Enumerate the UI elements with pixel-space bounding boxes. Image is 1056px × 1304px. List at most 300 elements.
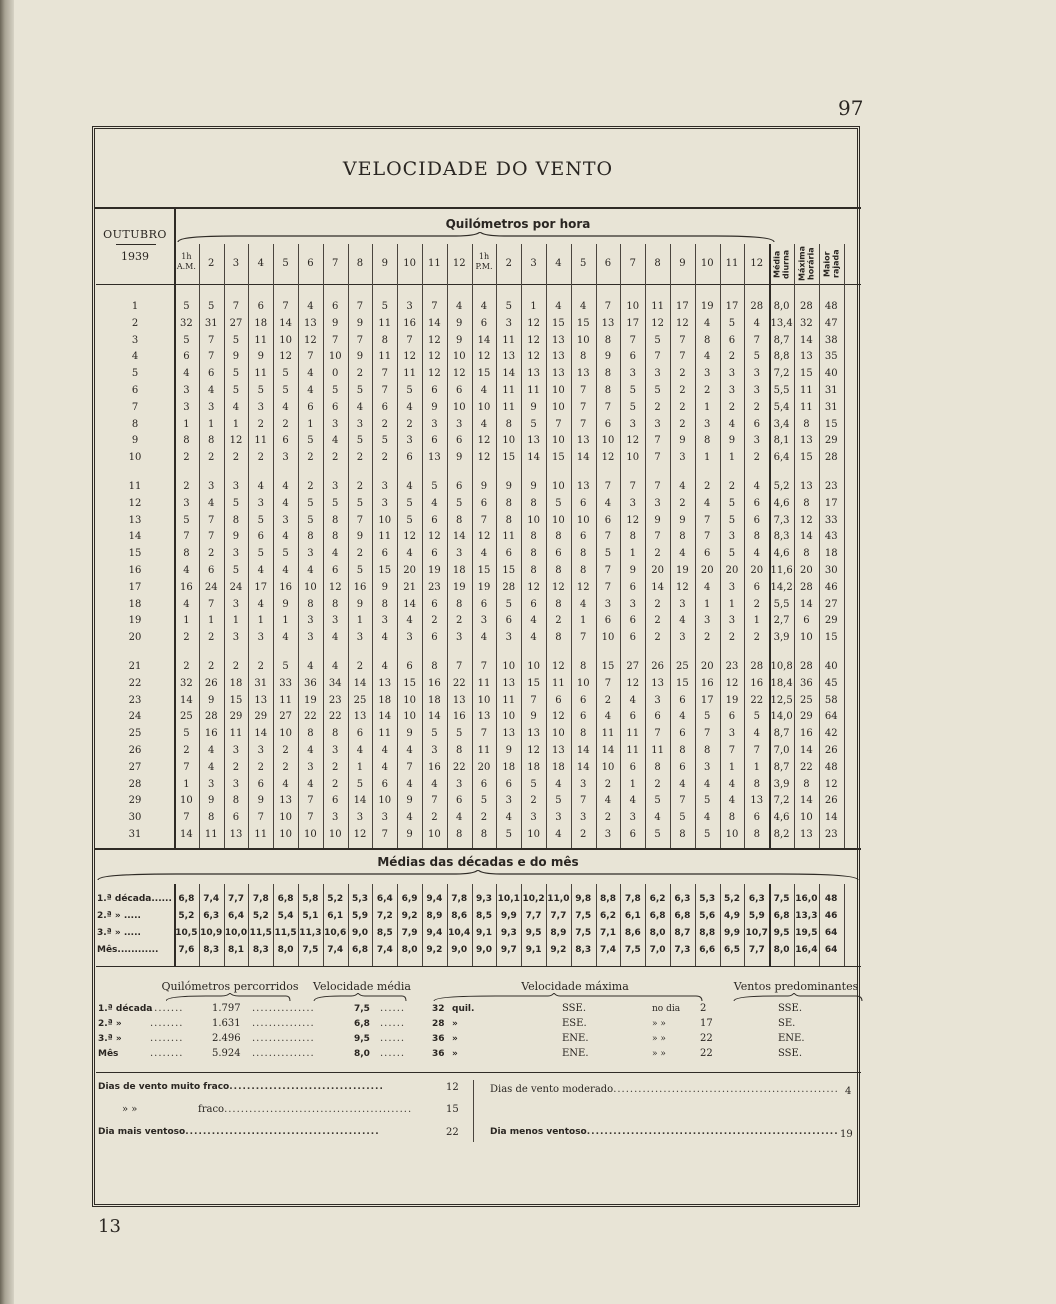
- table-cell: 11: [378, 531, 392, 543]
- table-cell: 8: [456, 829, 463, 840]
- table-cell: 16: [428, 677, 441, 689]
- table-cell: 3: [332, 418, 339, 430]
- table-cell: 10: [626, 452, 640, 464]
- table-cell: 13: [552, 368, 565, 380]
- table-cell: 5: [307, 497, 314, 509]
- table-cell: 3: [753, 435, 760, 447]
- table-cell: 2: [183, 632, 190, 644]
- table-cell: 11: [378, 728, 392, 740]
- table-cell: 6: [555, 548, 562, 560]
- table-cell: 8: [803, 778, 810, 790]
- table-cell: 17: [626, 317, 640, 329]
- table-cell: 8: [704, 334, 711, 346]
- table-cell: 3: [406, 632, 413, 644]
- table-cell: 1: [728, 452, 736, 464]
- table-cell: 10: [403, 711, 416, 723]
- table-cell: 8: [232, 795, 240, 807]
- column-line: [844, 244, 845, 848]
- average-cell: 7,8: [451, 894, 468, 904]
- table-cell: 3: [580, 812, 587, 824]
- table-cell: 8: [704, 435, 711, 447]
- dot-leader: ...............: [252, 1048, 315, 1059]
- table-cell: 2: [356, 368, 364, 380]
- table-cell: 3: [232, 548, 240, 560]
- average-cell: 64: [824, 945, 838, 955]
- table-cell: 7: [654, 481, 661, 492]
- table-cell: 2: [679, 497, 686, 509]
- table-cell: 6: [282, 435, 289, 447]
- table-cell: 31: [254, 677, 268, 689]
- table-cell: 6: [753, 497, 760, 509]
- table-cell: 13: [527, 728, 540, 740]
- table-cell: 5: [356, 565, 364, 576]
- table-cell: 13: [304, 317, 317, 329]
- table-cell: 14: [279, 317, 292, 329]
- table-cell: 8: [183, 548, 190, 560]
- table-cell: 11: [254, 829, 268, 840]
- table-cell: 5: [505, 301, 512, 312]
- table-cell: 58: [824, 694, 838, 706]
- averages-bottom-rule: [96, 966, 861, 967]
- table-cell: 8: [505, 514, 512, 526]
- table-cell: 2: [332, 452, 339, 464]
- table-cell: 2: [232, 661, 240, 672]
- table-cell: 12: [527, 581, 540, 593]
- table-cell: 13: [601, 317, 615, 329]
- table-cell: 4: [332, 435, 339, 447]
- table-cell: 25: [353, 694, 367, 706]
- table-cell: 3: [183, 385, 190, 396]
- max-speed-day-prefix: no dia: [652, 1004, 681, 1014]
- table-cell: 29: [229, 711, 243, 723]
- table-cell: 4: [282, 481, 289, 492]
- table-cell: 9: [456, 452, 463, 464]
- table-cell: 7: [356, 514, 364, 526]
- table-cell: 11: [626, 728, 640, 740]
- table-cell: 16: [750, 677, 764, 689]
- table-cell: 25: [180, 711, 193, 723]
- hour-header-1am: [174, 252, 199, 272]
- table-cell: 6: [753, 418, 760, 430]
- day-number: 25: [128, 728, 142, 740]
- table-cell: 2: [307, 452, 314, 464]
- table-cell: 3: [183, 401, 190, 413]
- table-cell: 4: [431, 778, 438, 790]
- table-cell: 8: [480, 829, 488, 840]
- table-cell: 14: [601, 745, 615, 756]
- table-cell: 2,7: [773, 615, 790, 627]
- table-cell: 16: [279, 581, 292, 593]
- table-cell: 23: [428, 581, 441, 593]
- table-cell: 31: [204, 317, 218, 329]
- table-cell: 10: [304, 829, 317, 840]
- table-cell: 3: [654, 418, 661, 430]
- table-cell: 7: [555, 418, 562, 430]
- table-cell: 4: [505, 812, 512, 824]
- table-cell: 5: [555, 795, 562, 807]
- table-cell: 1: [704, 598, 711, 610]
- table-cell: 13: [378, 677, 392, 689]
- table-cell: 8: [530, 497, 537, 509]
- table-cell: 9: [728, 435, 736, 447]
- table-cell: 3: [629, 368, 636, 380]
- table-cell: 9: [480, 481, 488, 492]
- day-number: 30: [128, 812, 142, 824]
- table-cell: 12: [601, 452, 615, 464]
- table-cell: 14: [353, 795, 367, 807]
- table-cell: 10: [552, 514, 565, 526]
- table-cell: 18: [254, 317, 268, 329]
- day-number: 15: [128, 548, 142, 560]
- table-cell: 15: [502, 565, 516, 576]
- table-cell: 3: [654, 694, 661, 706]
- table-cell: 31: [824, 401, 838, 413]
- fraco-label: fraco.............................................: [198, 1104, 413, 1115]
- mean-speed-header: Velocidade média: [313, 980, 411, 993]
- averages-title: Médias das décadas e do mês: [377, 855, 579, 869]
- table-cell: 6: [406, 452, 413, 464]
- table-cell: 7: [183, 761, 190, 773]
- table-cell: 3: [307, 761, 314, 773]
- table-cell: 3: [257, 745, 264, 756]
- average-cell: 9,1: [525, 945, 542, 955]
- table-cell: 2: [654, 548, 661, 560]
- table-cell: 7: [208, 334, 215, 346]
- average-cell: 6,6: [699, 945, 716, 955]
- average-cell: 9,9: [500, 911, 517, 921]
- table-cell: 19: [676, 565, 689, 576]
- table-cell: 4: [728, 418, 736, 430]
- table-cell: 8: [456, 745, 463, 756]
- km-travelled: 1.631: [212, 1018, 241, 1029]
- table-cell: 6: [257, 778, 264, 790]
- day-number: 28: [128, 778, 142, 790]
- table-cell: 19: [428, 565, 441, 576]
- table-cell: 18: [527, 761, 540, 773]
- table-cell: 5: [431, 728, 438, 740]
- table-cell: 3: [356, 418, 364, 430]
- dot-leader: ......: [380, 1048, 406, 1059]
- footer-divider: [473, 1080, 474, 1142]
- table-cell: 14: [477, 334, 491, 346]
- table-cell: 2: [654, 615, 661, 627]
- table-cell: 6: [332, 795, 339, 807]
- table-cell: 6: [456, 435, 463, 447]
- table-cell: 2: [208, 452, 215, 464]
- average-cell: 46: [824, 911, 838, 921]
- max-speed-unit: »: [452, 1034, 458, 1044]
- table-cell: 15: [403, 677, 416, 689]
- table-cell: 4: [580, 301, 587, 312]
- table-cell: 5: [282, 368, 289, 380]
- table-cell: 19: [452, 581, 466, 593]
- table-cell: 4: [257, 481, 264, 492]
- table-cell: 14: [800, 598, 813, 610]
- table-cell: 14: [651, 581, 664, 593]
- hour-header: 2: [208, 258, 215, 269]
- table-cell: 5: [704, 795, 711, 807]
- table-cell: 12: [304, 334, 317, 346]
- table-cell: 1: [257, 615, 264, 627]
- table-cell: 3: [505, 632, 512, 644]
- average-cell: 7,8: [252, 894, 269, 904]
- table-cell: 20: [700, 661, 714, 672]
- table-cell: 5: [307, 514, 314, 526]
- hour-header: 3: [232, 258, 240, 269]
- averages-brace: [96, 870, 860, 882]
- table-cell: 11: [229, 728, 243, 740]
- table-cell: 29: [824, 435, 838, 447]
- table-cell: 12: [403, 531, 416, 543]
- table-cell: 2: [208, 632, 215, 644]
- table-cell: 12: [279, 351, 292, 363]
- table-cell: 5: [505, 598, 512, 610]
- table-cell: 2: [183, 745, 190, 756]
- table-cell: 6: [381, 548, 388, 560]
- table-cell: 2: [356, 452, 364, 464]
- table-cell: 22: [328, 711, 342, 723]
- table-cell: 20: [725, 565, 739, 576]
- table-cell: 20: [403, 565, 416, 576]
- table-cell: 20: [700, 565, 714, 576]
- table-cell: 4: [555, 829, 562, 840]
- table-cell: 2: [704, 481, 711, 492]
- table-cell: 14: [800, 531, 813, 543]
- table-cell: 12: [527, 317, 540, 329]
- table-cell: 17: [725, 301, 739, 312]
- table-cell: 9: [208, 795, 215, 807]
- table-cell: 29: [800, 711, 813, 723]
- average-cell: 9,0: [352, 928, 368, 938]
- table-cell: 22: [304, 711, 317, 723]
- table-cell: 23: [824, 829, 838, 840]
- table-cell: 16: [428, 761, 441, 773]
- table-cell: 4: [406, 481, 413, 492]
- average-cell: 19,5: [795, 928, 818, 938]
- table-cell: 4: [381, 745, 388, 756]
- table-cell: 8: [753, 778, 760, 790]
- table-cell: 6: [232, 812, 240, 824]
- average-cell: 8,5: [476, 911, 492, 921]
- table-cell: 3,9: [773, 778, 790, 790]
- day-number: 17: [128, 581, 142, 593]
- table-cell: 7: [381, 385, 388, 396]
- table-cell: 13: [800, 829, 813, 840]
- table-cell: 15: [477, 368, 491, 380]
- table-cell: 11: [254, 334, 268, 346]
- table-cell: 7: [679, 351, 686, 363]
- average-cell: 6,8: [352, 945, 368, 955]
- table-cell: 46: [824, 581, 838, 593]
- table-cell: 12: [477, 531, 491, 543]
- table-cell: 11: [502, 531, 516, 543]
- table-cell: 27: [229, 317, 243, 329]
- table-cell: 4: [406, 548, 413, 560]
- max-speed-day-prefix: » »: [652, 1019, 666, 1029]
- average-cell: 7,5: [575, 928, 592, 938]
- table-cell: 9: [679, 435, 686, 447]
- table-cell: 3: [728, 728, 736, 740]
- table-cell: 3: [332, 812, 339, 824]
- table-cell: 12: [552, 711, 565, 723]
- average-cell: 11,3: [299, 928, 322, 938]
- table-cell: 3: [654, 368, 661, 380]
- hour-header: 6: [307, 258, 314, 269]
- table-cell: 5: [232, 497, 240, 509]
- table-cell: 3: [456, 418, 463, 430]
- table-cell: 3: [629, 812, 636, 824]
- table-cell: 25: [800, 694, 813, 706]
- day-number: 6: [131, 385, 139, 396]
- table-cell: 16: [403, 317, 416, 329]
- table-cell: 25: [676, 661, 689, 672]
- average-cell: 8,1: [228, 945, 244, 955]
- table-cell: 5: [505, 829, 512, 840]
- table-cell: 3: [679, 598, 686, 610]
- table-cell: 7: [431, 795, 438, 807]
- table-cell: 5: [307, 435, 314, 447]
- header-rule: [96, 284, 861, 285]
- table-cell: 23: [824, 481, 838, 492]
- table-cell: 12: [229, 435, 243, 447]
- table-cell: 10: [527, 829, 540, 840]
- table-cell: 12: [676, 317, 689, 329]
- table-cell: 22: [452, 677, 466, 689]
- max-speed: 36: [432, 1034, 445, 1044]
- table-cell: 8: [307, 598, 314, 610]
- table-cell: 9: [629, 565, 636, 576]
- table-cell: 4: [530, 615, 537, 627]
- table-cell: 7: [753, 334, 760, 346]
- max-speed-direction: SSE.: [562, 1003, 587, 1014]
- dot-leader: ........: [150, 1048, 184, 1059]
- table-cell: 5: [753, 711, 760, 723]
- table-cell: 4: [530, 632, 537, 644]
- table-cell: 4: [555, 301, 562, 312]
- table-cell: 6: [505, 778, 512, 790]
- dot-leader: ......: [380, 1033, 406, 1044]
- table-cell: 8: [183, 435, 190, 447]
- table-cell: 6: [480, 317, 488, 329]
- dot-leader: ...............: [252, 1033, 315, 1044]
- summary-bottom-rule: [96, 1072, 861, 1073]
- table-cell: 6: [431, 598, 438, 610]
- hour-header: 12: [452, 258, 466, 269]
- table-cell: 3: [232, 745, 240, 756]
- table-cell: 16: [452, 711, 466, 723]
- table-cell: 5: [456, 728, 463, 740]
- day-number: 21: [128, 661, 142, 672]
- mean-speed: 9,5: [354, 1034, 370, 1044]
- table-cell: 9: [381, 581, 388, 593]
- table-cell: 2: [381, 418, 388, 430]
- table-cell: 3: [728, 531, 736, 543]
- average-cell: 8,6: [451, 911, 468, 921]
- max-speed-day: 22: [700, 1048, 713, 1059]
- day-number: 24: [128, 711, 142, 723]
- table-cell: 11: [800, 385, 813, 396]
- table-cell: 40: [824, 661, 838, 672]
- table-cell: 7: [604, 565, 612, 576]
- table-cell: 36: [304, 677, 317, 689]
- table-cell: 4: [307, 565, 314, 576]
- hour-header: 7: [629, 258, 636, 269]
- table-cell: 5: [232, 334, 240, 346]
- table-cell: 10: [428, 829, 441, 840]
- table-cell: 2: [257, 418, 264, 430]
- table-cell: 7: [480, 728, 488, 740]
- table-cell: 4: [406, 401, 413, 413]
- table-cell: 13: [428, 452, 441, 464]
- table-cell: 14: [824, 812, 838, 824]
- table-cell: 1: [629, 548, 636, 560]
- table-cell: 8: [431, 661, 438, 672]
- average-cell: 13,3: [795, 911, 818, 921]
- table-cell: 2: [555, 615, 562, 627]
- table-cell: 8,8: [773, 351, 790, 363]
- table-cell: 6: [629, 351, 636, 363]
- table-cell: 3: [604, 829, 612, 840]
- average-cell: 6,3: [748, 894, 765, 904]
- table-cell: 28: [502, 581, 516, 593]
- hour-header: 10: [403, 258, 416, 269]
- weak-days-label: Dias de vento muito fraco...................................: [98, 1082, 384, 1092]
- average-cell: 8,3: [203, 945, 220, 955]
- average-cell: 5,2: [252, 911, 269, 921]
- table-cell: 14: [403, 598, 416, 610]
- average-cell: 11,0: [547, 894, 570, 904]
- predominant-wind: ENE.: [778, 1033, 805, 1044]
- table-cell: 7: [332, 334, 339, 346]
- average-cell: 9,7: [500, 945, 517, 955]
- table-cell: 11: [378, 351, 392, 363]
- summary-column-header: Maior rajada: [822, 249, 841, 279]
- km-per-hour-header: Quilómetros por hora: [445, 217, 591, 231]
- table-cell: 5: [183, 728, 190, 740]
- summary-row-label: 2.ª »: [98, 1019, 122, 1029]
- table-cell: 2: [406, 418, 413, 430]
- table-cell: 7: [580, 385, 587, 396]
- table-cell: 7: [406, 334, 413, 346]
- table-cell: 6: [480, 497, 488, 509]
- table-cell: 6: [629, 581, 636, 593]
- table-cell: 1: [704, 401, 711, 413]
- table-cell: 7: [208, 514, 215, 526]
- table-cell: 7: [679, 795, 686, 807]
- table-cell: 6: [208, 565, 215, 576]
- dot-leader: ...............: [252, 1018, 315, 1029]
- table-cell: 9: [406, 795, 413, 807]
- table-cell: 14: [527, 452, 540, 464]
- average-cell: 48: [824, 894, 838, 904]
- table-cell: 4: [629, 694, 636, 706]
- table-cell: 12: [552, 581, 565, 593]
- table-cell: 27: [824, 598, 838, 610]
- table-cell: 3: [704, 615, 711, 627]
- average-cell: 6,8: [178, 894, 195, 904]
- table-cell: 32: [180, 677, 193, 689]
- table-cell: 8: [604, 385, 612, 396]
- table-cell: 2: [604, 778, 612, 790]
- table-cell: 5: [406, 514, 413, 526]
- day-number: 20: [128, 632, 142, 644]
- table-cell: 6: [332, 565, 339, 576]
- table-cell: 6: [456, 481, 463, 492]
- average-cell: 5,3: [699, 894, 716, 904]
- table-cell: 47: [824, 317, 838, 329]
- table-cell: 8: [580, 548, 587, 560]
- average-cell: 8,9: [550, 928, 567, 938]
